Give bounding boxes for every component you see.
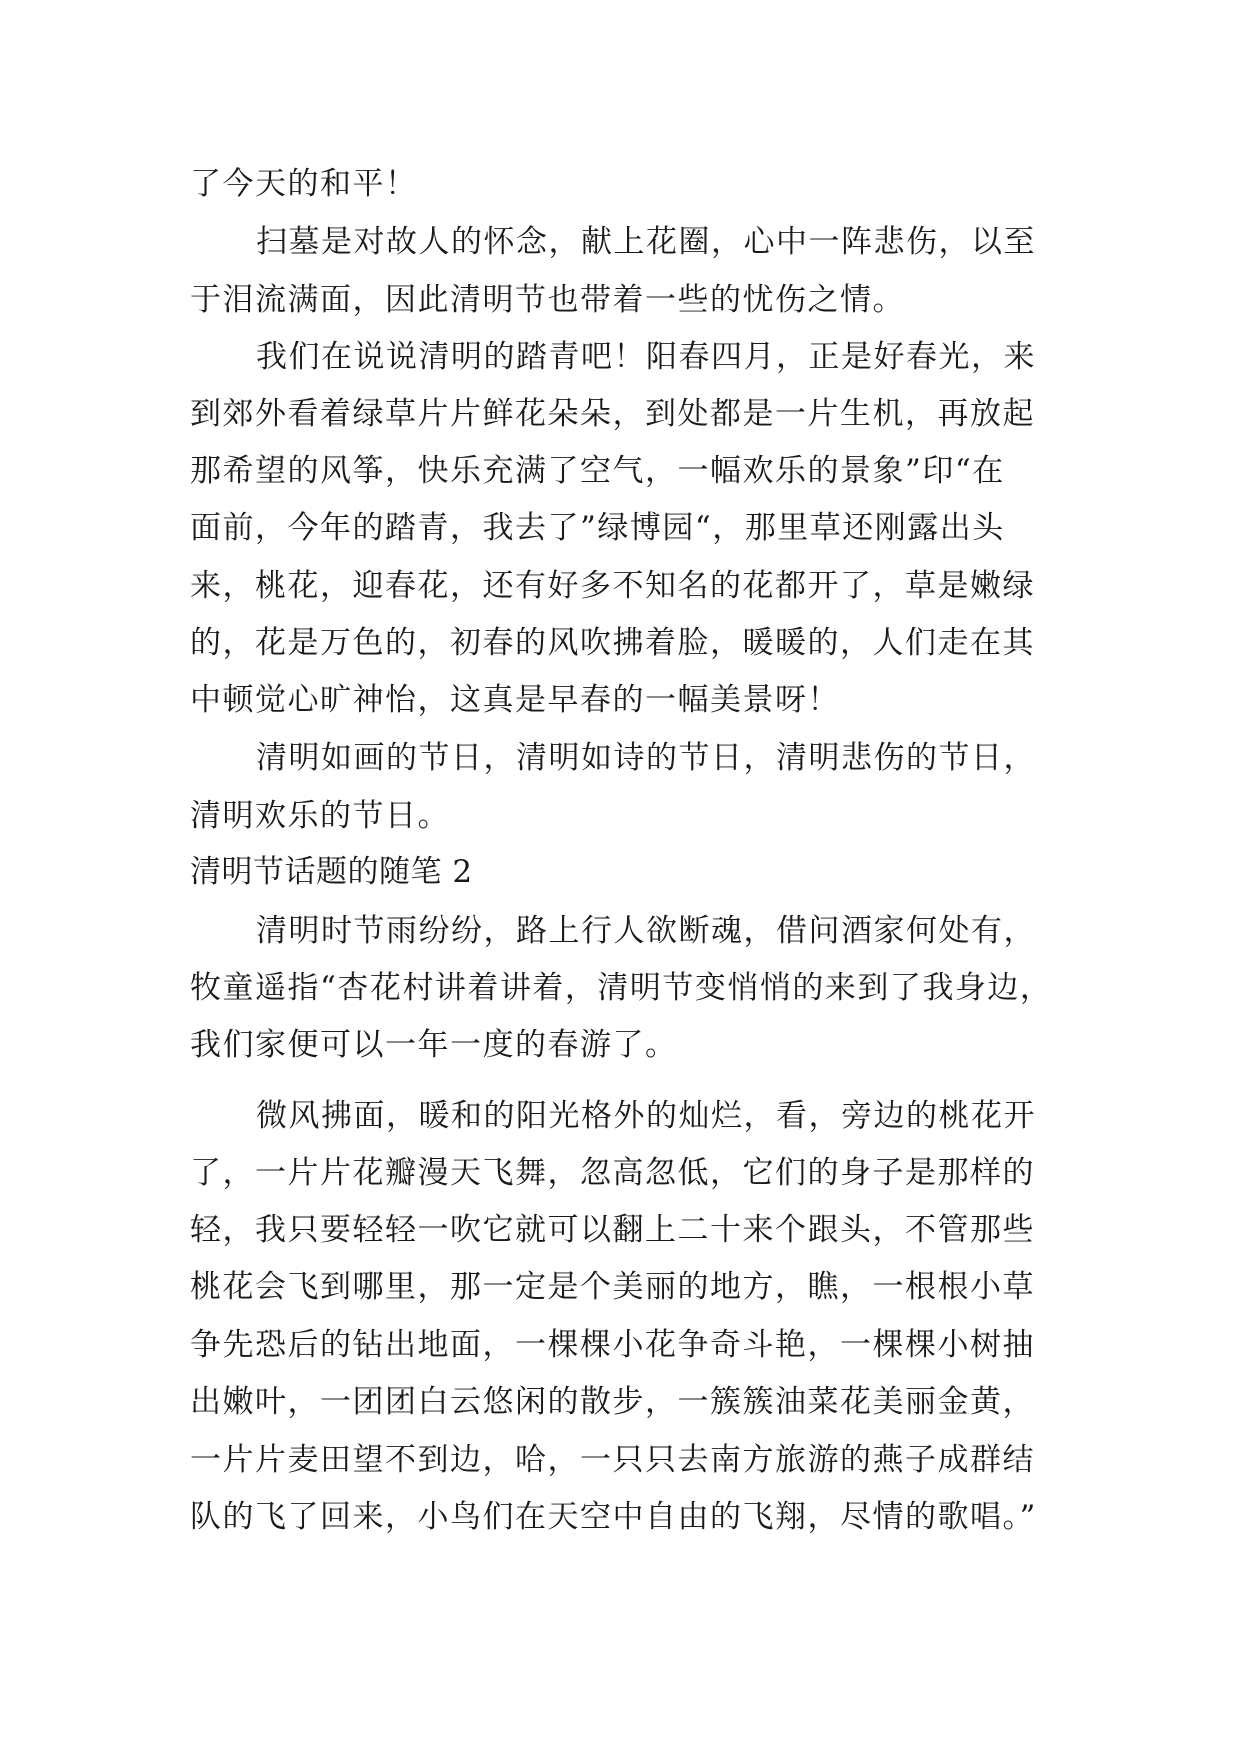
text-line: 出嫩叶，一团团白云悠闲的散步，一簇簇油菜花美丽金黄，	[190, 1384, 1035, 1420]
text-line: 那希望的风筝，快乐充满了空气，一幅欢乐的景象”印“在	[190, 453, 1005, 489]
paragraph-start-line: 微风拂面，暖和的阳光格外的灿烂，看，旁边的桃花开	[256, 1098, 1036, 1134]
text-line: 的，花是万色的，初春的风吹拂着脸，暖暖的，人们走在其	[190, 625, 1035, 661]
paragraph-start-line: 清明时节雨纷纷，路上行人欲断魂，借问酒家何处有，	[256, 913, 1036, 949]
text-line: 了，一片片花瓣漫天飞舞，忽高忽低，它们的身子是那样的	[190, 1155, 1035, 1191]
section-heading: 清明节话题的随笔 2	[190, 854, 473, 890]
text-line: 到郊外看着绿草片片鲜花朵朵，到处都是一片生机，再放起	[190, 396, 1035, 432]
text-line: 一片片麦田望不到边，哈，一只只去南方旅游的燕子成群结	[190, 1442, 1035, 1478]
paragraph-start-line: 我们在说说清明的踏青吧！阳春四月，正是好春光，来	[256, 339, 1036, 375]
text-line: 轻，我只要轻轻一吹它就可以翻上二十来个跟头，不管那些	[190, 1212, 1035, 1248]
text-line: 牧童遥指“杏花村讲着讲着，清明节变悄悄的来到了我身边，	[190, 970, 1053, 1006]
text-line: 中顿觉心旷神怡，这真是早春的一幅美景呀！	[190, 682, 840, 718]
text-line: 了今天的和平！	[190, 166, 418, 202]
text-line: 清明欢乐的节日。	[190, 798, 450, 834]
text-line: 面前，今年的踏青，我去了”绿博园“，那里草还刚露出头	[190, 510, 1005, 546]
text-line: 争先恐后的钻出地面，一棵棵小花争奇斗艳，一棵棵小树抽	[190, 1327, 1035, 1363]
paragraph-start-line: 扫墓是对故人的怀念，献上花圈，心中一阵悲伤，以至	[256, 224, 1036, 260]
text-line: 队的飞了回来，小鸟们在天空中自由的飞翔，尽情的歌唱。”	[190, 1499, 1037, 1535]
text-line: 我们家便可以一年一度的春游了。	[190, 1027, 678, 1063]
text-line: 于泪流满面，因此清明节也带着一些的忧伤之情。	[190, 282, 905, 318]
text-line: 桃花会飞到哪里，那一定是个美丽的地方，瞧，一根根小草	[190, 1269, 1035, 1305]
paragraph-start-line: 清明如画的节日，清明如诗的节日，清明悲伤的节日，	[256, 740, 1036, 776]
text-line: 来，桃花，迎春花，还有好多不知名的花都开了，草是嫩绿	[190, 568, 1035, 604]
